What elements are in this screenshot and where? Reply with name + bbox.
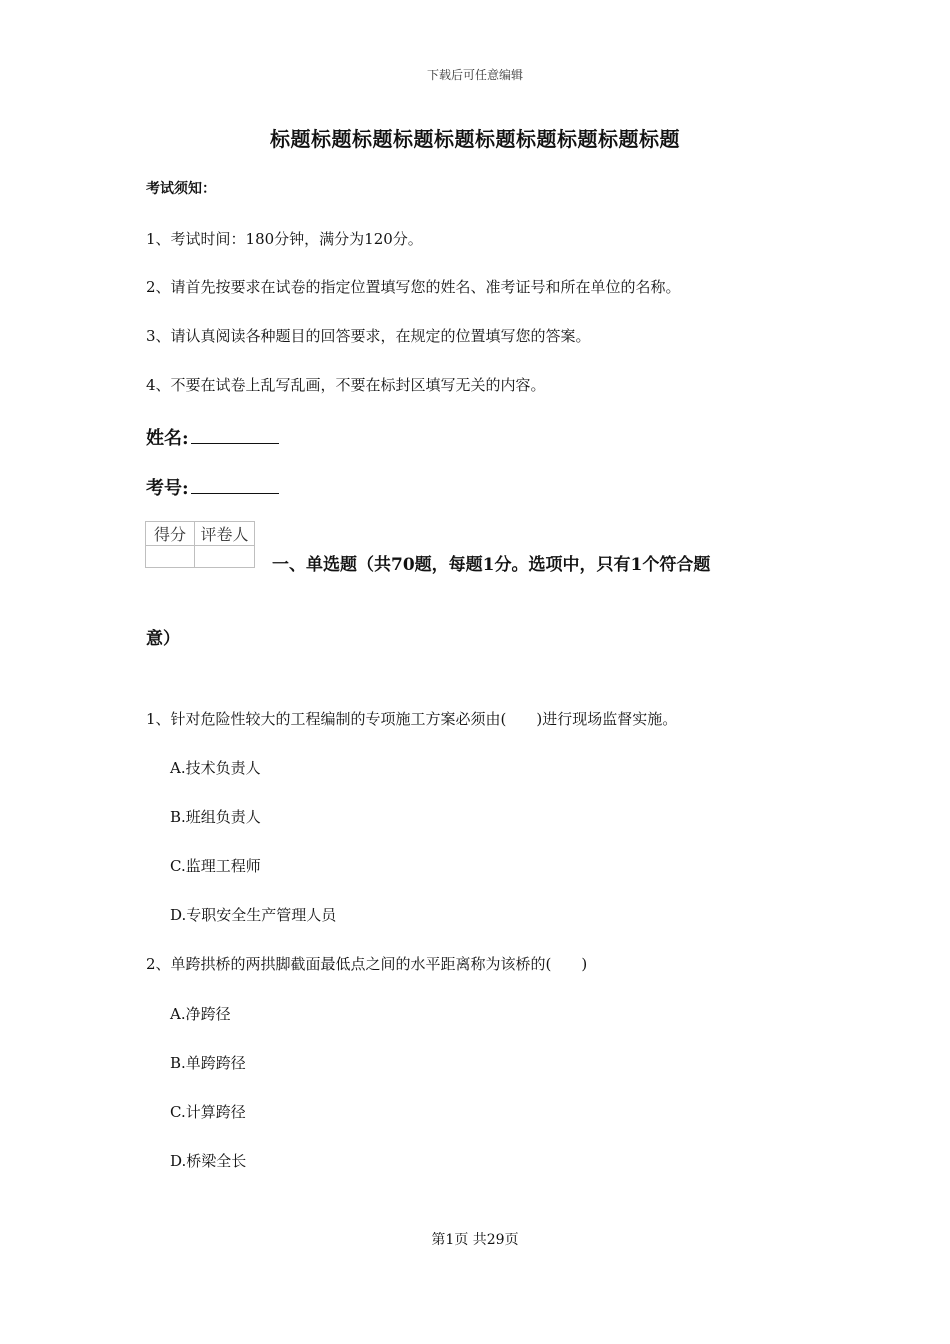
question-option: C.计算跨径 bbox=[170, 1103, 246, 1121]
grader-header: 评卷人 bbox=[195, 522, 255, 546]
document-title: 标题标题标题标题标题标题标题标题标题标题 bbox=[270, 127, 680, 151]
question-stem: 1、针对危险性较大的工程编制的专项施工方案必须由( )进行现场监督实施。 bbox=[146, 710, 678, 728]
grader-cell[interactable] bbox=[195, 546, 255, 568]
name-blank[interactable] bbox=[191, 425, 279, 444]
question-option: D.桥梁全长 bbox=[170, 1152, 247, 1170]
question-option: A.净跨径 bbox=[170, 1005, 231, 1023]
notice-rule: 1、考试时间：180分钟，满分为120分。 bbox=[146, 230, 423, 248]
name-label: 姓名: bbox=[146, 428, 189, 449]
score-table bbox=[145, 521, 255, 568]
id-label: 考号: bbox=[146, 478, 189, 499]
section-title-continued: 意） bbox=[146, 629, 180, 649]
name-field bbox=[146, 424, 279, 450]
score-header: 得分 bbox=[146, 522, 195, 546]
question-stem: 2、单跨拱桥的两拱脚截面最低点之间的水平距离称为该桥的( ) bbox=[146, 955, 588, 973]
notice-rule: 2、请首先按要求在试卷的指定位置填写您的姓名、准考证号和所在单位的名称。 bbox=[146, 278, 681, 296]
section-title: 一、单选题（共70题，每题1分。选项中，只有1个符合题 bbox=[272, 555, 711, 575]
notice-heading: 考试须知： bbox=[146, 181, 216, 197]
question-option: D.专职安全生产管理人员 bbox=[170, 906, 337, 924]
question-option: B.单跨跨径 bbox=[170, 1054, 246, 1072]
page-footer: 第1页 共29页 bbox=[431, 1232, 519, 1248]
score-cell[interactable] bbox=[146, 546, 195, 568]
id-blank[interactable] bbox=[191, 475, 279, 494]
notice-rule: 3、请认真阅读各种题目的回答要求，在规定的位置填写您的答案。 bbox=[146, 327, 591, 345]
question-option: A.技术负责人 bbox=[170, 759, 261, 777]
id-field bbox=[146, 474, 279, 500]
question-option: C.监理工程师 bbox=[170, 857, 261, 875]
question-option: B.班组负责人 bbox=[170, 808, 261, 826]
header-note: 下载后可任意编辑 bbox=[426, 68, 523, 82]
notice-rule: 4、不要在试卷上乱写乱画，不要在标封区填写无关的内容。 bbox=[146, 376, 546, 394]
